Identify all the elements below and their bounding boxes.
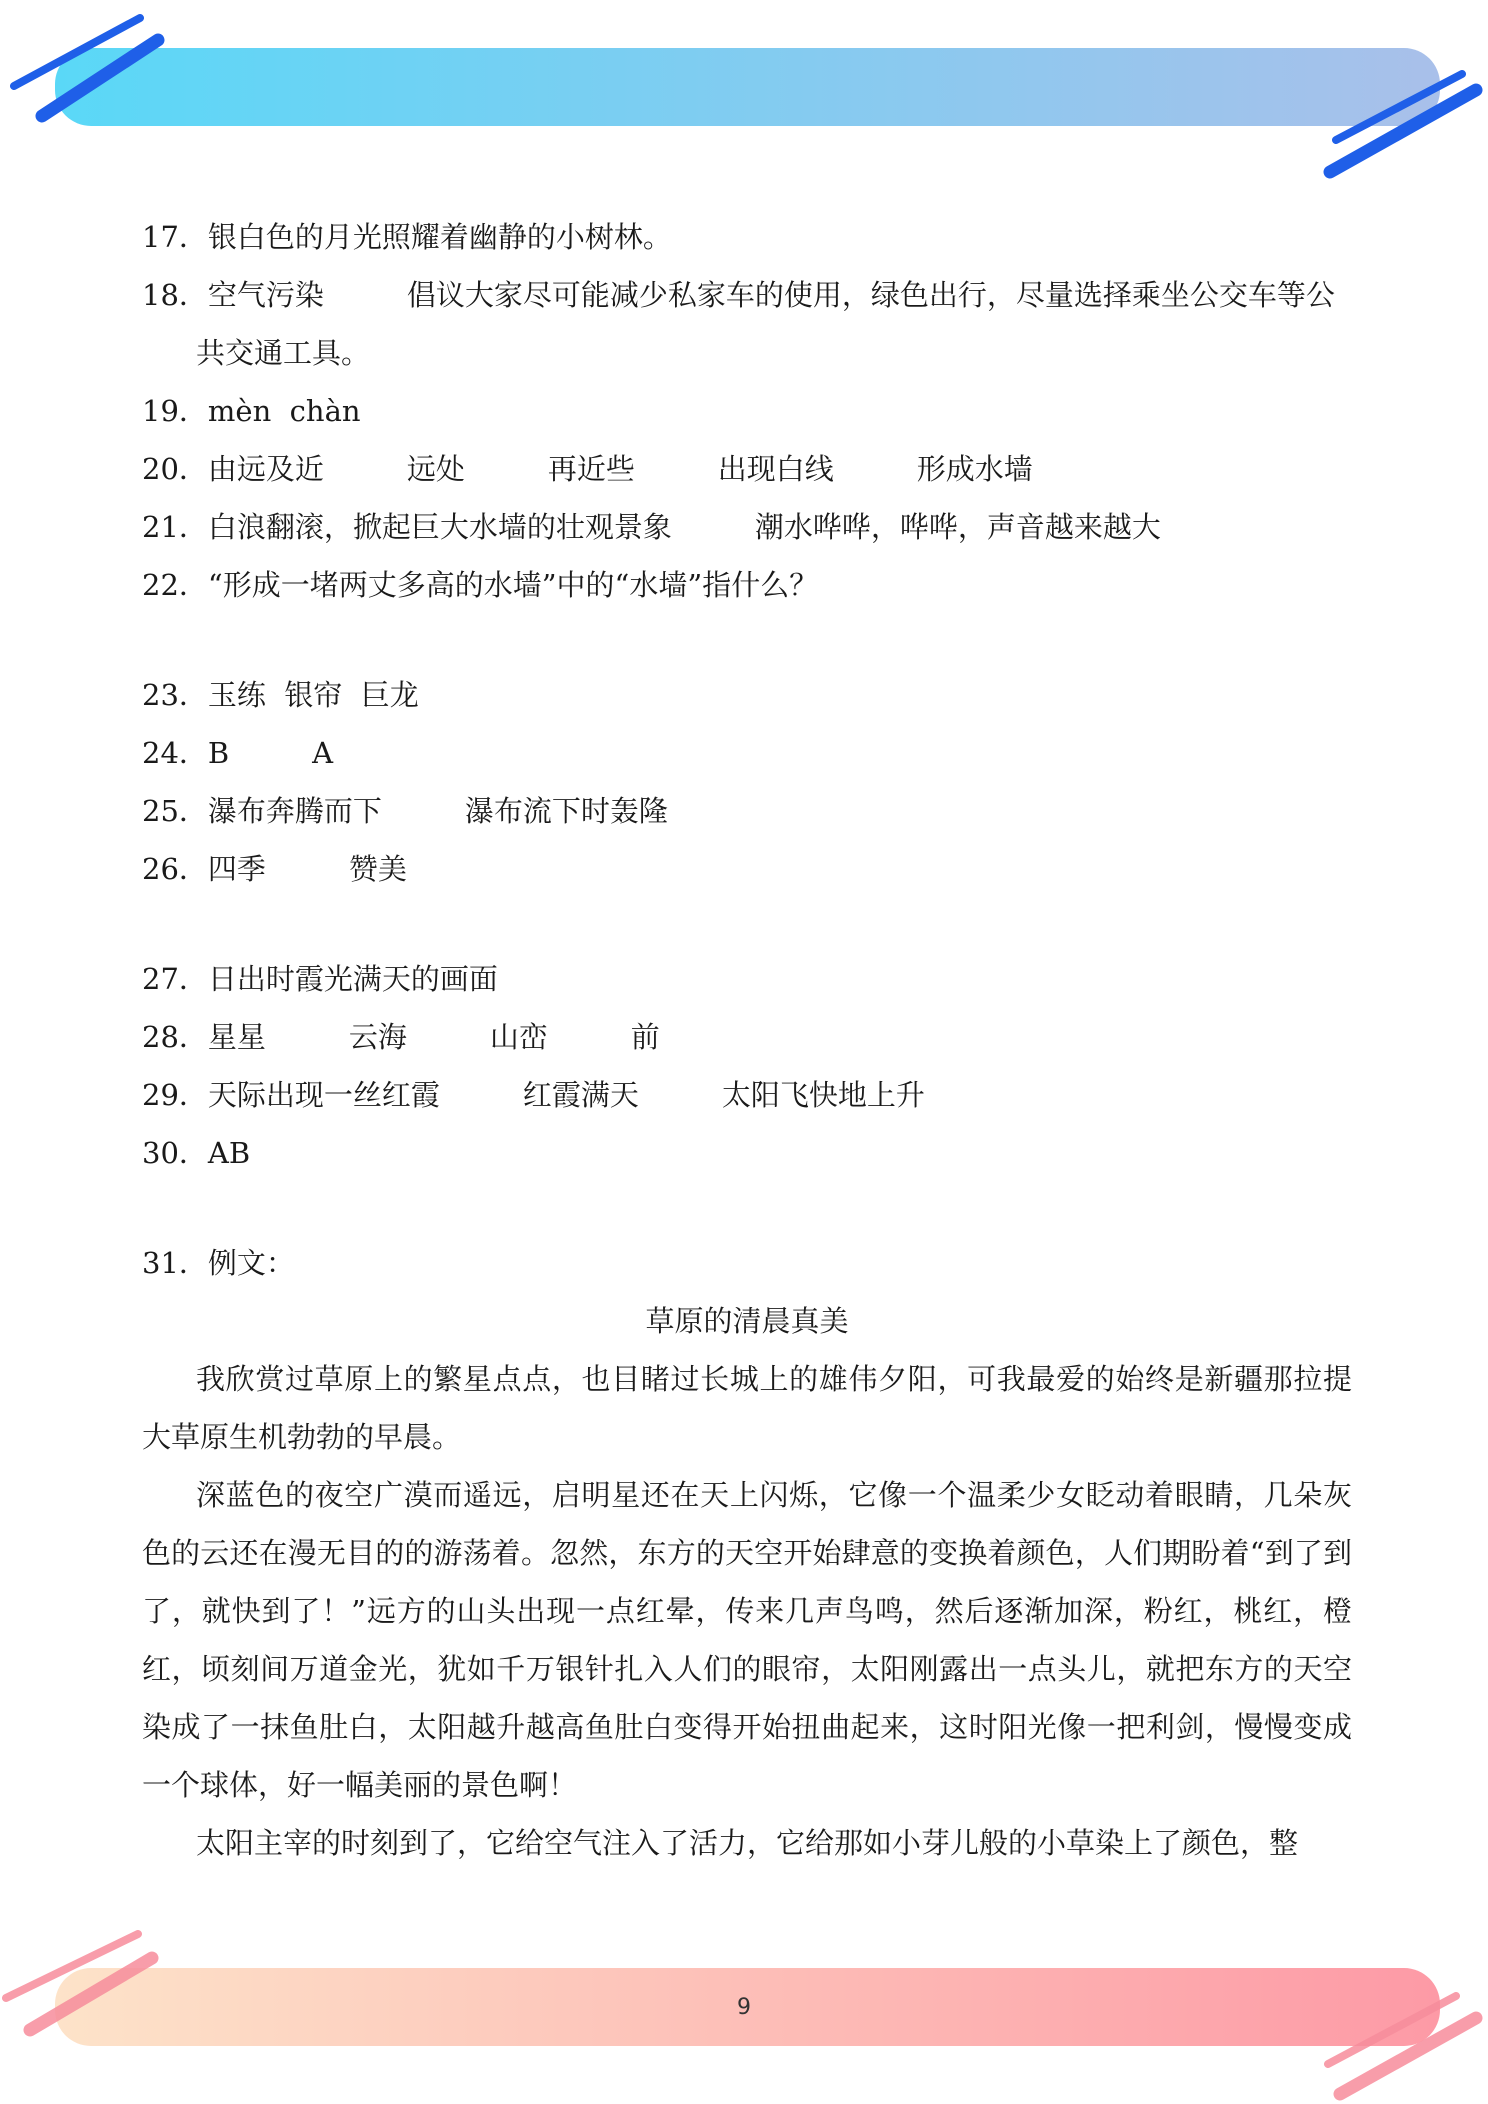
answer-content (142, 208, 1352, 1872)
answer-18: 18．空气污染 倡议大家尽可能减少私家车的使用，绿色出行，尽量选择乘坐公交车等公 (142, 278, 1335, 312)
answer-19: 19．mèn chàn (142, 394, 361, 428)
essay-paragraph-1: 我欣赏过草原上的繁星点点，也目睹过长城上的雄伟夕阳，可我最爱的始终是新疆那拉提大草原生机勃勃的早晨。 (142, 1362, 1352, 1454)
answer-17: 17．银白色的月光照耀着幽静的小树林。 (142, 220, 672, 254)
answer-25: 25．瀑布奔腾而下 瀑布流下时轰隆 (142, 794, 668, 828)
essay-title: 草原的清晨真美 (645, 1304, 849, 1338)
answer-24: 24．B A (142, 736, 334, 770)
answer-28: 28．星星 云海 山峦 前 (142, 1020, 660, 1054)
answer-18-continued: 共交通工具。 (196, 336, 371, 370)
essay-paragraph-2: 深蓝色的夜空广漠而遥远，启明星还在天上闪烁，它像一个温柔少女眨动着眼睛，几朵灰色的云还在漫无目的的游荡着。忽然，东方的天空开始肆意的变换着颜色，人们期盼着“到了到了，就快到了！”远方的山头出现一点红晕，传来几声鸟鸣，然后逐渐加深，粉红，桃红，橙红，顷刻间万道金光，犹如千万银针扎入人们的眼帘，太阳刚露出一点头儿，就把东方的天空染成了一抹鱼肚白，太阳越升越高鱼肚白变得开始扭曲起来，这时阳光像一把利剑，慢慢变成一个球体，好一幅美丽的景色啊！ (142, 1478, 1352, 1802)
page-number: 9 (737, 1995, 751, 2020)
answer-26: 26．四季 赞美 (142, 852, 407, 886)
answer-29: 29．天际出现一丝红霞 红霞满天 太阳飞快地上升 (142, 1078, 925, 1112)
answer-22: 22．“形成一堵两丈多高的水墙”中的“水墙”指什么？ (142, 568, 819, 602)
header-banner (14, 18, 1476, 172)
answer-21: 21．白浪翻滚，掀起巨大水墙的壮观景象 潮水哗哗，哗哗，声音越来越大 (142, 510, 1161, 544)
answer-20: 20．由远及近 远处 再近些 出现白线 形成水墙 (142, 452, 1033, 486)
answer-23: 23．玉练 银帘 巨龙 (142, 678, 419, 712)
answer-30: 30．AB (142, 1136, 251, 1170)
answer-27: 27．日出时霞光满天的画面 (142, 962, 498, 996)
essay-paragraph-3: 太阳主宰的时刻到了，它给空气注入了活力，它给那如小芽儿般的小草染上了颜色，整 (196, 1826, 1299, 1860)
answer-31-label: 31．例文： (142, 1246, 295, 1280)
